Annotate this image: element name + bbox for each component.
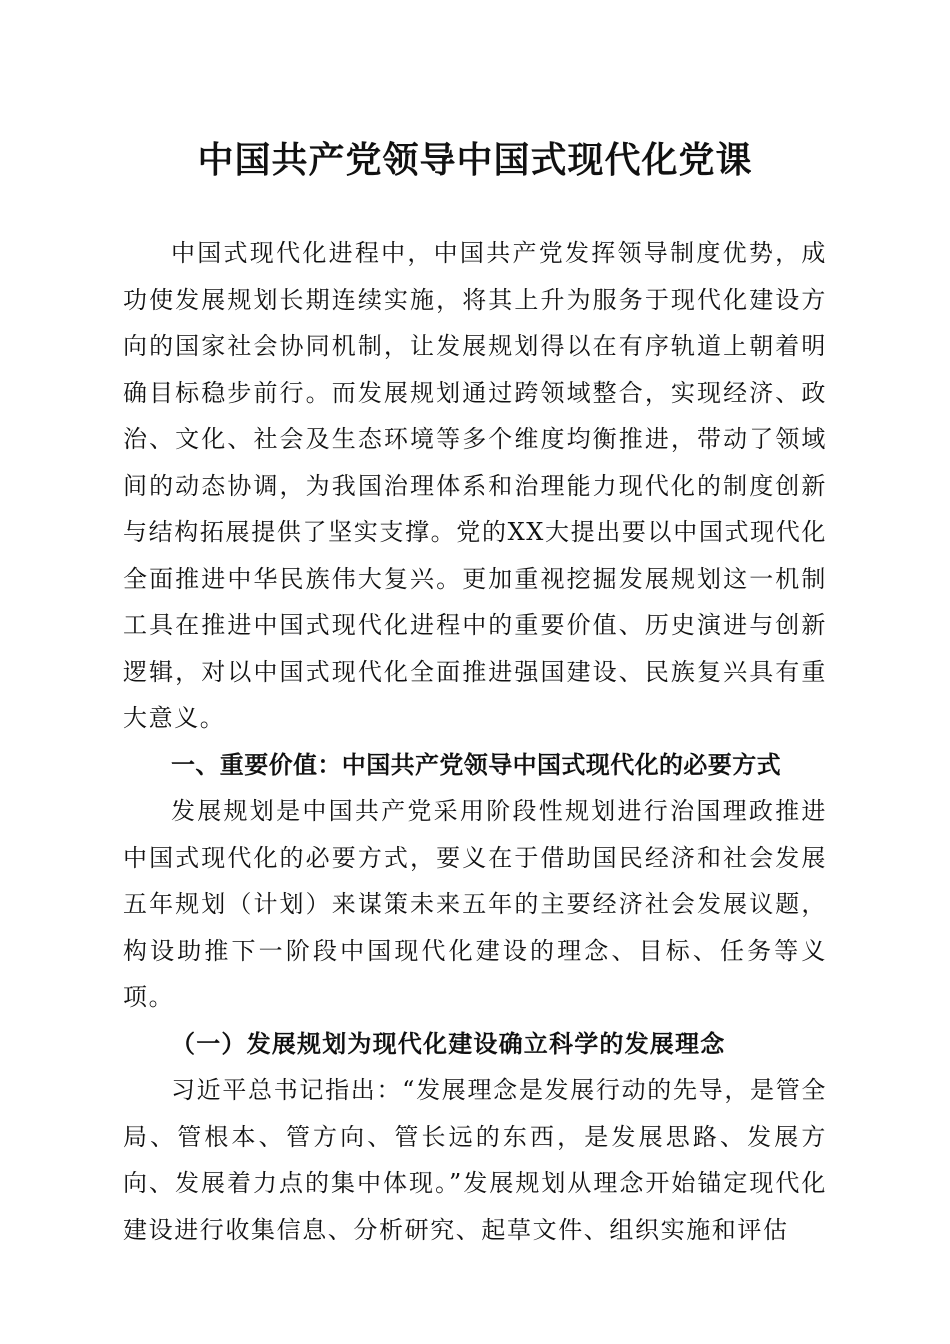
document-body <box>123 230 827 1253</box>
subsection-1-heading: （一）发展规划为现代化建设确立科学的发展理念 <box>171 1028 726 1058</box>
subsection-1-paragraph: 习近平总书记指出：“发展理念是发展行动的先导，是管全局、管根本、管方向、管长远的东西，是发展思路、发展方向、发展着力点的集中体现。”发展规划从理念开始锚定现代化建设进行收集信息、分析研究、起草文件、组织实施和评估 <box>123 1076 827 1244</box>
document-title: 中国共产党领导中国式现代化党课 <box>197 139 753 181</box>
intro-paragraph: 中国式现代化进程中，中国共产党发挥领导制度优势，成功使发展规划长期连续实施，将其上升为服务于现代化建设方向的国家社会协同机制，让发展规划得以在有序轨道上朝着明确目标稳步前行。而发展规划通过跨领域整合，实现经济、政治、文化、社会及生态环境等多个维度均衡推进，带动了领域间的动态协调，为我国治理体系和治理能力现代化的制度创新与结构拓展提供了坚实支撑。党的XX大提出要以中国式现代化全面推进中华民族伟大复兴。更加重视挖掘发展规划这一机制工具在推进中国式现代化进程中的重要价值、历史演进与创新逻辑，对以中国式现代化全面推进强国建设、民族复兴具有重大意义。 <box>123 239 827 732</box>
section-1-paragraph: 发展规划是中国共产党采用阶段性规划进行治国理政推进中国式现代化的必要方式，要义在于借助国民经济和社会发展五年规划（计划）来谋策未来五年的主要经济社会发展议题，构设助推下一阶段中国现代化建设的理念、目标、任务等义项。 <box>123 797 827 1011</box>
section-1-heading: 一、重要价值：中国共产党领导中国式现代化的必要方式 <box>171 750 781 779</box>
